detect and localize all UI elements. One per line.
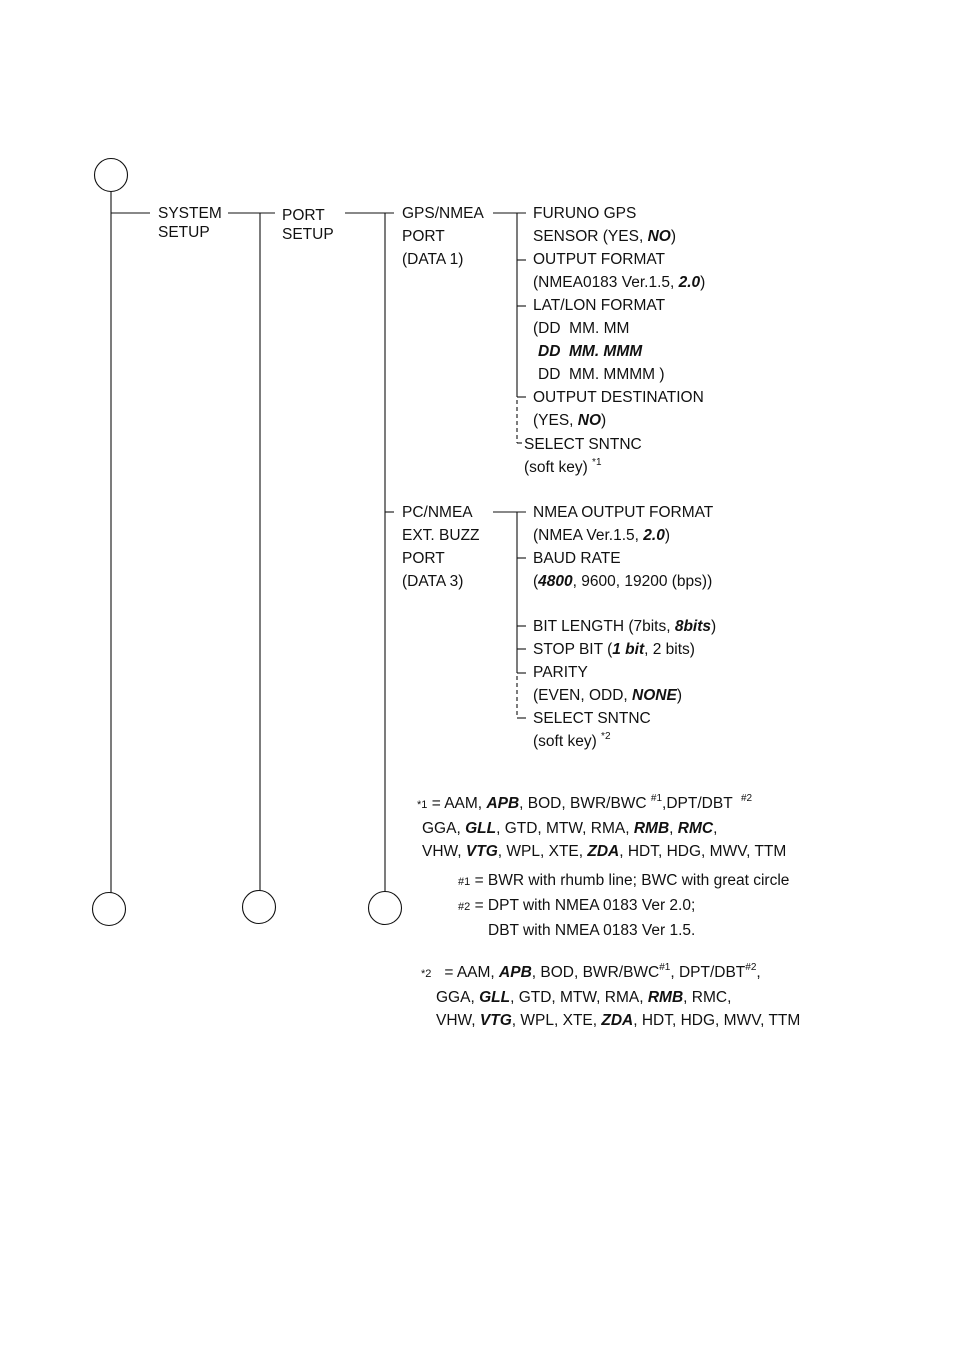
top-connector-circle — [95, 159, 128, 192]
port-setup-line2: SETUP — [282, 226, 334, 243]
note-1-line-3: VHW, VTG, WPL, XTE, ZDA, HDT, HDG, MWV, TTM — [422, 843, 787, 860]
latlon-option-3: DD MM. MMMM ) — [538, 366, 665, 383]
note-2-line-2: GGA, GLL, GTD, MTW, RMA, RMB, RMC, — [436, 989, 732, 1006]
pc-soft-key-label: (soft key) $^{*2}$ — [533, 731, 611, 750]
note-1-line-1: *1 = AAM, APB, BOD, BWR/BWC $^{\#1}$,DPT/DBT $^{\#2}$ — [417, 793, 753, 812]
footnote-2: #2 = DPT with NMEA 0183 Ver 2.0; — [458, 897, 696, 914]
bottom-connector-circle-2 — [243, 891, 276, 924]
output-format-options: (NMEA0183 Ver.1.5, 2.0) — [533, 274, 706, 291]
nmea-output-format-label: NMEA OUTPUT FORMAT — [533, 504, 714, 521]
note-2-line-3: VHW, VTG, WPL, XTE, ZDA, HDT, HDG, MWV, TTM — [436, 1012, 801, 1029]
nmea-output-format-options: (NMEA Ver.1.5, 2.0) — [533, 527, 671, 544]
gps-select-sntnc — [524, 433, 642, 479]
latlon-option-1: (DD MM. MM — [533, 320, 630, 337]
gps-port-line2: PORT — [402, 228, 445, 245]
baud-rate-label: BAUD RATE — [533, 550, 621, 567]
note-2-line-1: *2 = AAM, APB, BOD, BWR/BWC$^{\#1}$, DPT/DBT$^{\#2}$, — [421, 962, 761, 981]
pc-port-node — [402, 501, 480, 593]
pc-port-line1: PC/NMEA — [402, 504, 473, 521]
pc-port-line4: (DATA 3) — [402, 573, 464, 590]
bottom-connector-circle-3 — [369, 892, 402, 925]
bit-length-options: BIT LENGTH (7bits, 8bits) — [533, 618, 717, 635]
port-setup-node — [282, 204, 334, 246]
pc-port-line2: EXT. BUZZ — [402, 527, 480, 544]
system-setup-line1: SYSTEM — [158, 205, 222, 222]
sensor-options: SENSOR (YES, NO) — [533, 228, 676, 245]
bottom-connector-circle-1 — [93, 893, 126, 926]
output-destination-options: (YES, NO) — [533, 412, 607, 429]
output-format-label: OUTPUT FORMAT — [533, 251, 666, 268]
note-2 — [421, 961, 800, 1032]
stop-bit-options: STOP BIT (1 bit, 2 bits) — [533, 641, 695, 658]
gps-port-line3: (DATA 1) — [402, 251, 464, 268]
pc-port-line3: PORT — [402, 550, 445, 567]
output-destination-label: OUTPUT DESTINATION — [533, 389, 704, 406]
parity-options: (EVEN, ODD, NONE) — [533, 687, 683, 704]
gps-items — [533, 202, 705, 432]
port-setup-line1: PORT — [282, 207, 325, 224]
system-setup-node — [158, 202, 222, 244]
note-1-line-2: GGA, GLL, GTD, MTW, RMA, RMB, RMC, — [422, 820, 718, 837]
furuno-gps-label: FURUNO GPS — [533, 205, 637, 222]
pc-items-top — [533, 501, 713, 593]
footnote-2-cont: DBT with NMEA 0183 Ver 1.5. — [488, 922, 696, 939]
gps-select-sntnc-label: SELECT SNTNC — [524, 436, 642, 453]
pc-select-sntnc-label: SELECT SNTNC — [533, 710, 651, 727]
note-1 — [417, 792, 786, 863]
system-setup-line2: SETUP — [158, 224, 210, 241]
latlon-option-2: DD MM. MMM — [538, 343, 643, 360]
baud-rate-options: (4800, 9600, 19200 (bps)) — [533, 573, 713, 590]
footnote-1: #1 = BWR with rhumb line; BWC with great circle — [458, 872, 790, 889]
latlon-format-label: LAT/LON FORMAT — [533, 297, 666, 314]
gps-soft-key-label: (soft key) $^{*1}$ — [524, 457, 602, 476]
note-1-footnotes — [458, 869, 789, 942]
pc-items-bottom — [533, 615, 716, 753]
gps-port-line1: GPS/NMEA — [402, 205, 484, 222]
parity-label: PARITY — [533, 664, 588, 681]
gps-port-node — [402, 202, 484, 271]
